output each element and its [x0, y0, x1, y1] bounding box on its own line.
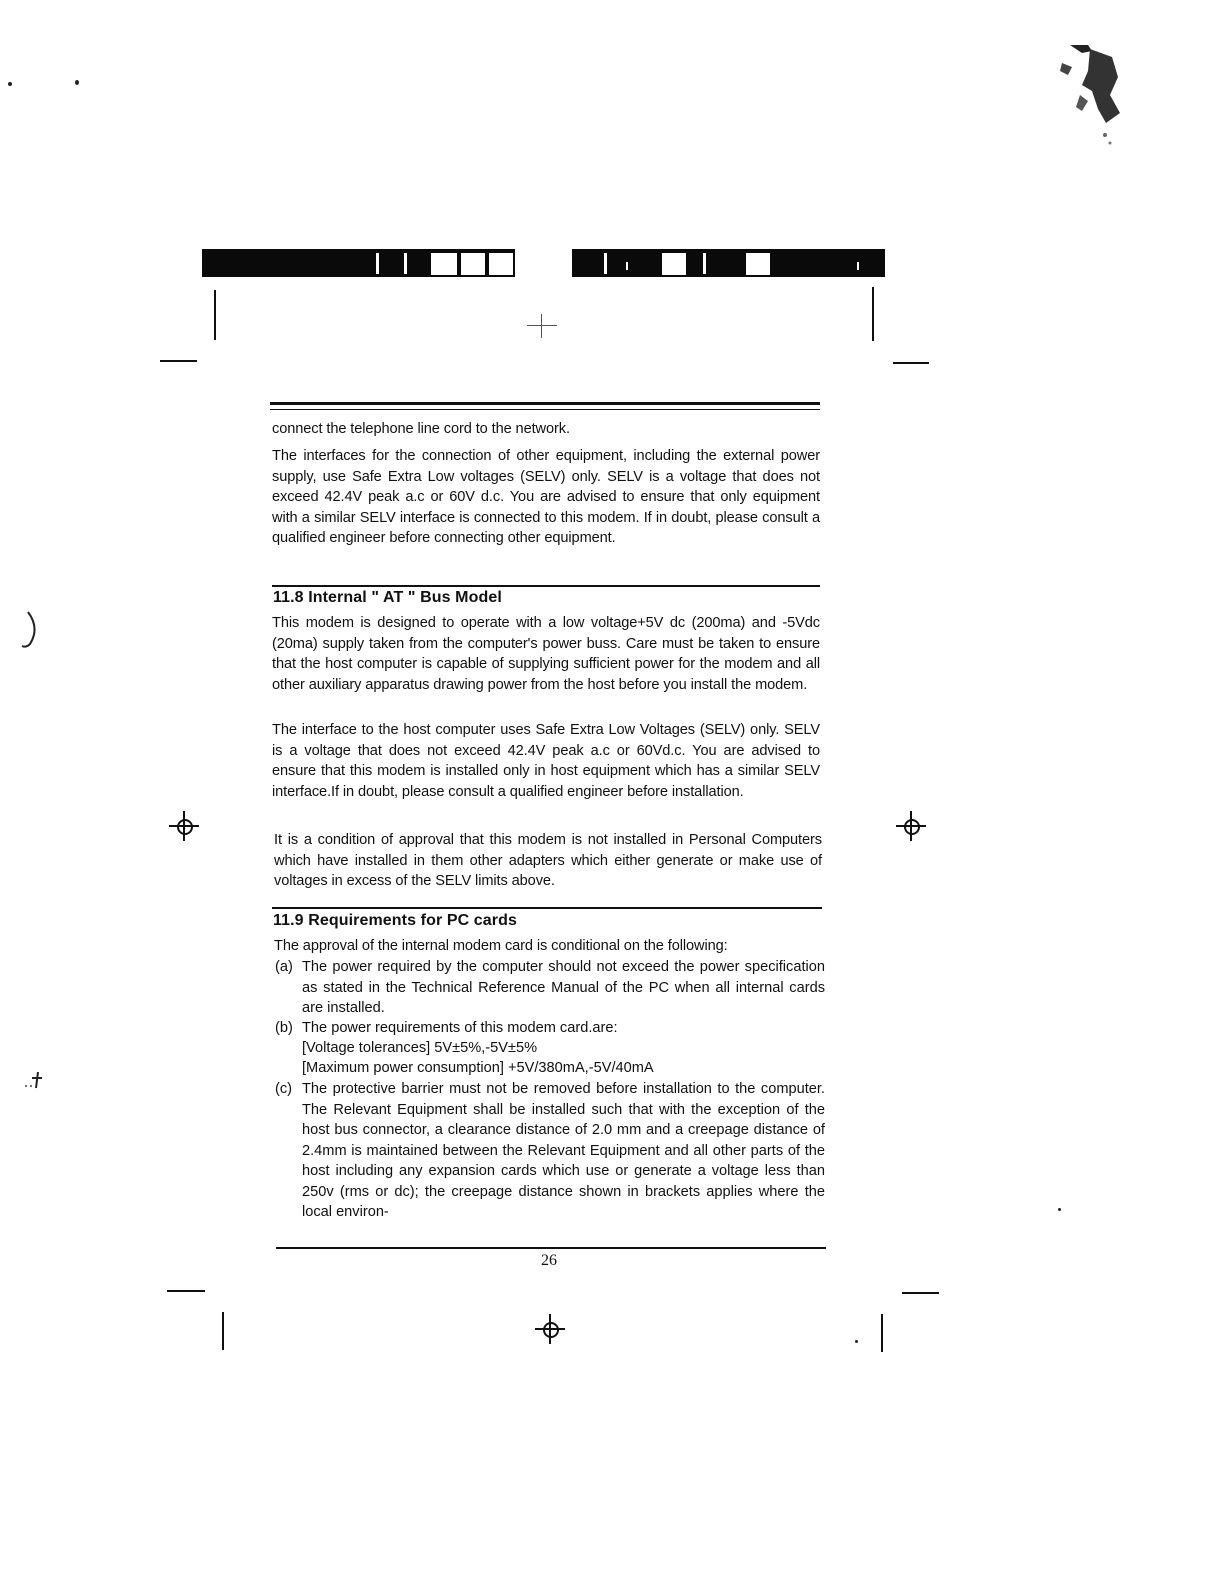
- registration-box: [429, 251, 459, 277]
- crop-mark: [222, 1312, 224, 1350]
- list-item-label: (b): [275, 1020, 293, 1036]
- scan-speck: [855, 1340, 858, 1343]
- scan-speck: [1058, 1208, 1061, 1211]
- crop-mark: [167, 1290, 205, 1292]
- crop-mark: [214, 290, 216, 340]
- list-item-text: The power requirements of this modem card.are:: [302, 1020, 618, 1036]
- registration-box: [744, 251, 772, 277]
- section-heading-11-9: 11.9 Requirements for PC cards: [273, 912, 517, 929]
- section-heading-11-8: 11.8 Internal " AT " Bus Model: [273, 589, 502, 606]
- scan-speck: [75, 80, 79, 85]
- crop-mark: [893, 362, 929, 364]
- voltage-tolerances-line: [Voltage tolerances] 5V±5%,-5V±5%: [302, 1040, 538, 1056]
- center-tick: [527, 325, 557, 326]
- footer-rule: [276, 1247, 826, 1249]
- section-rule: [272, 907, 822, 909]
- registration-crosshair: [535, 1314, 565, 1344]
- registration-bar-right: [572, 249, 885, 277]
- list-item-b: [275, 1018, 825, 1039]
- section-11-8-paragraph-3: It is a condition of approval that this modem is not installed in Personal Computers which have installed in them other adapters which either generate or make use of voltages in excess of the SELV limits above.: [274, 832, 822, 889]
- section-11-9-intro: The approval of the internal modem card is conditional on the following:: [274, 938, 728, 954]
- margin-bracket-mark: [18, 608, 48, 652]
- page-number: 26: [541, 1252, 557, 1269]
- section-11-8-paragraph-1: This modem is designed to operate with a low voltage+5V dc (200ma) and -5Vdc (20ma) supply taken from the computer's power buss. Care must be taken to ensure that the host computer is capable of supplying sufficient power for the modem and all other auxiliary apparatus drawing power from the host before you install the modem.: [272, 615, 820, 693]
- section-11-8-paragraph-2: The interface to the host computer uses Safe Extra Low Voltages (SELV) only. SELV is a voltage that does not exceed 42.4V peak a.c or 60Vd.c. You are advised to ensure that this modem is installed only in host equipment which has a similar SELV interface.If in doubt, please consult a qualified engineer before installation.: [272, 722, 820, 800]
- intro-paragraph: connect the telephone line cord to the network.: [272, 421, 570, 437]
- power-consumption-line: [Maximum power consumption] +5V/380mA,-5V/40mA: [302, 1060, 654, 1076]
- scan-noise-blot: [1040, 35, 1130, 155]
- registration-box: [487, 251, 515, 277]
- registration-crosshair: [169, 811, 199, 841]
- crop-mark: [902, 1292, 939, 1294]
- list-item-label: (a): [275, 959, 293, 975]
- list-item-a: [275, 957, 825, 1019]
- header-rule-thin: [270, 409, 820, 410]
- list-item-text: The power required by the computer should not exceed the power specification as stated in the Technical Reference Manual of the PC when all internal cards are installed.: [302, 959, 825, 1016]
- section-rule: [272, 585, 820, 587]
- crop-mark: [872, 287, 874, 341]
- list-item-text: The protective barrier must not be removed before installation to the computer. The Relevant Equipment shall be installed such that with the exception of the host bus connector, a clearance distance of 2.0 mm and a creepage distance of 2.4mm is maintained between the Relevant Equipment and all other parts of the host including any expansion cards which use or generate a voltage less than 250v (rms or dc); the creepage distance shown in brackets applies where the local environ-: [302, 1081, 825, 1220]
- registration-box: [660, 251, 688, 277]
- registration-crosshair: [896, 811, 926, 841]
- list-item-label: (c): [275, 1081, 293, 1097]
- margin-tick-mark: [22, 1070, 46, 1092]
- crop-mark: [881, 1314, 883, 1352]
- registration-box: [459, 251, 487, 277]
- center-tick: [541, 314, 542, 338]
- crop-mark: [160, 360, 197, 362]
- interfaces-paragraph: The interfaces for the connection of other equipment, including the external power supply, use Safe Extra Low voltages (SELV) only. SELV is a voltage that does not exceed 42.4V peak a.c or 60V d.c. You are advised to ensure that only equipment with a similar SELV interface is connected to this modem. If in doubt, please consult a qualified engineer before connecting other equipment.: [272, 448, 820, 546]
- list-item-c: [275, 1079, 825, 1223]
- header-rule: [270, 402, 820, 405]
- scan-speck: [8, 82, 12, 86]
